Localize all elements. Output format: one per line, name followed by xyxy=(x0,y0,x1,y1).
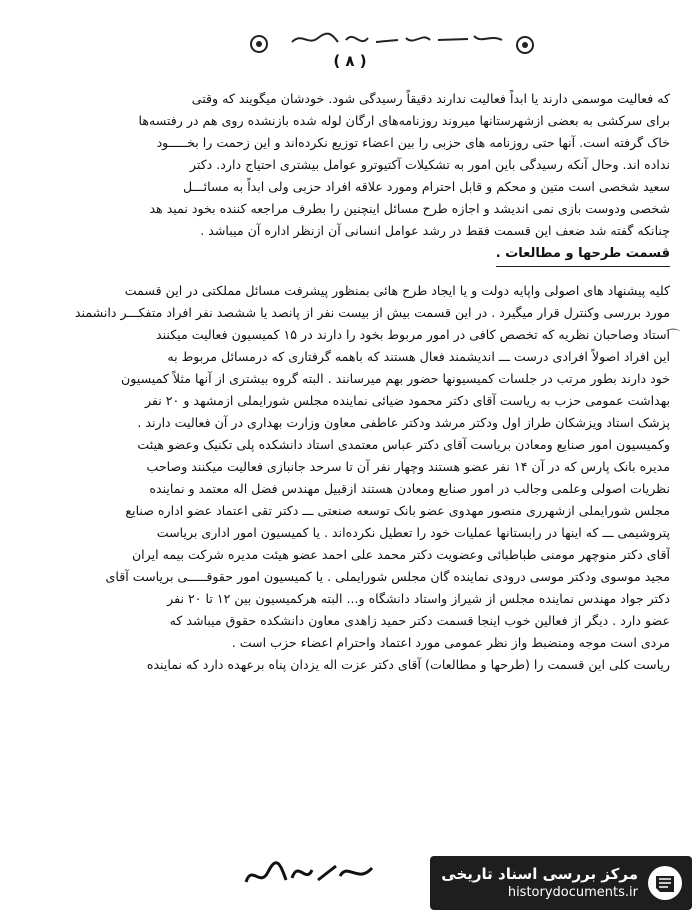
archive-logo-icon xyxy=(646,864,684,902)
text-line: که فعالیت موسمی دارند یا ابداً فعالیت ندارند دقیقاً رسیدگی شود. خودشان میگویند که وقتی xyxy=(191,91,670,106)
handwritten-signature xyxy=(240,854,380,894)
text-line: مجید موسوی ودکتر موسی درودی نماینده گان مجلس شورایملی . یا کمیسیون امور حقوقـــــی بریاست آقای xyxy=(105,569,670,584)
text-line: دکتر جواد مهندس نماینده مجلس از شیراز واستاد دانشگاه و... البته هرکمیسیون بین ۱۲ تا ۲۰ نفر xyxy=(167,591,670,606)
text-line: کلیه پیشنهاد های اصولی واپایه دولت و یا ایجاد طرح هائی بمنظور پیشرفت مسائل مملکتی در این قسمت xyxy=(124,283,670,298)
page-number: ( ٨ ) xyxy=(333,52,367,70)
text-line: مردی است موجه ومنضبط واز نظر عمومی مورد اعتماد واحترام اعضاء حزب است . xyxy=(231,635,670,650)
watermark-banner xyxy=(430,856,692,910)
text-line: سعید شخصی است متین و محکم و قابل احترام ومورد علاقه افراد حزبی ولی ابداً به مسائـــل xyxy=(183,179,670,194)
text-line: مدیره بانک پارس که در آن ۱۴ نفر عضو هستند وچهار نفر آن تا سرحد جانبازی فعالیت میکنند وصاحب xyxy=(146,459,670,474)
text-line: مورد بررسی وکنترل قرار میگیرد . در این قسمت بیش از بیست نفر از پانصد یا ششصد نفر افراد متفکـــر دانشمند xyxy=(74,305,670,320)
text-line: پزشک استاد ویزشکان طراز اول ودکتر مرشد ودکتر عاطفی معاون وزارت بهداری در آن فعالیت دارند . xyxy=(137,415,670,430)
text-line: مجلس شورایملی ازشهرری منصور مهدوی عضو بانک توسعه صنعتی ـــ دکتر تقی اعتماد عضو اداره صنایع xyxy=(125,503,670,518)
handwritten-header-scrawl xyxy=(288,28,508,50)
paragraph-1 xyxy=(44,88,670,242)
section-heading-wrap xyxy=(44,242,670,274)
text-line: خود دارند بطور مرتب در جلسات کمیسیونها حضور بهم میرسانند . البته گروه بیشتری از آنها مثلاً کمیسیون xyxy=(121,371,670,386)
document-body xyxy=(44,88,670,676)
paragraph-2 xyxy=(44,280,670,676)
text-line: ریاست کلی این قسمت را (طرحها و مطالعات) آقای دکتر عزت اله یزدان پناه برعهده دارد که نماینده xyxy=(146,657,670,672)
text-line: چنانکه گفته شد ضعف این قسمت فقط در رشد عوامل انسانی آن ازنظر اداره آن میباشد . xyxy=(200,223,670,238)
text-line: بهداشت عمومی حزب به ریاست آقای دکتر محمود ضیائی نماینده مجلس شورایملی ازمشهد و ۲۰ نفر xyxy=(144,393,670,408)
watermark-text xyxy=(441,864,638,902)
margin-mark-icon: ⌒ xyxy=(666,329,680,345)
text-line: شخصی ودوست بازی نمی اندیشد و اجازه طرح مسائل اینچنین را بطرف مراجعه کننده بخود نمید هد xyxy=(149,201,670,216)
circle-mark-left-icon xyxy=(250,35,268,53)
text-line: نداده اند. وحال آنکه رسیدگی باین امور به تشکیلات آکتیوترو عوامل بیشتری احتیاج دارد. دکتر xyxy=(189,157,670,172)
section-heading: قسمت طرحها و مطالعات . xyxy=(496,243,670,267)
text-line: این افراد اصولاً افرادی درست ـــ اندیشمند فعال هستند که باهمه گرفتاری که درمسائل مربوط به xyxy=(167,349,670,364)
text-line: برای سرکشی به بعضی ازشهرستانها میروند روزنامه‌های ارگان لوله شده بازنشده روی هم در رفتسه‌ها xyxy=(138,113,670,128)
text-line: استاد وصاحبان نظریه که تخصص کافی در امور مربوط بخود را دارند در ۱۵ کمیسیون فعالیت میکنند xyxy=(155,327,670,342)
text-line: پتروشیمی ـــ که اینها در رابستانها عملیات خود را تعطیل نکرده‌اند . یا کمیسیون امور اداری بریاست xyxy=(156,525,670,540)
text-line: عضو دارد . دیگر از فعالین خوب اینجا قسمت دکتر حمید زاهدی معاون دانشکده حقوق میباشد که xyxy=(169,613,670,628)
text-line: وکمیسیون امور صنایع ومعادن بریاست آقای دکتر عباس معتمدی استاد دانشکده پلی تکنیک وعضو هیئت xyxy=(137,437,670,452)
text-line: خاک گرفته است. آنها حتی روزنامه های حزبی را بین اعضاء توزیع نکرده‌اند و این زحمت را بخـــــود xyxy=(156,135,670,150)
watermark-title: مرکز بررسی اسناد تاریخی xyxy=(441,865,638,883)
watermark-url: historydocuments.ir xyxy=(507,885,638,900)
text-line: آقای دکتر منوچهر مومنی طباطبائی وعضویت دکتر محمد علی احمد عضو هیئت مدیره شرکت بیمه ایران xyxy=(131,547,670,562)
text-line: نظریات اصولی وعلمی وجالب در امور صنایع ومعادن هستند ازقبیل مهندس فضل اله معتمد و نماینده xyxy=(149,481,670,496)
